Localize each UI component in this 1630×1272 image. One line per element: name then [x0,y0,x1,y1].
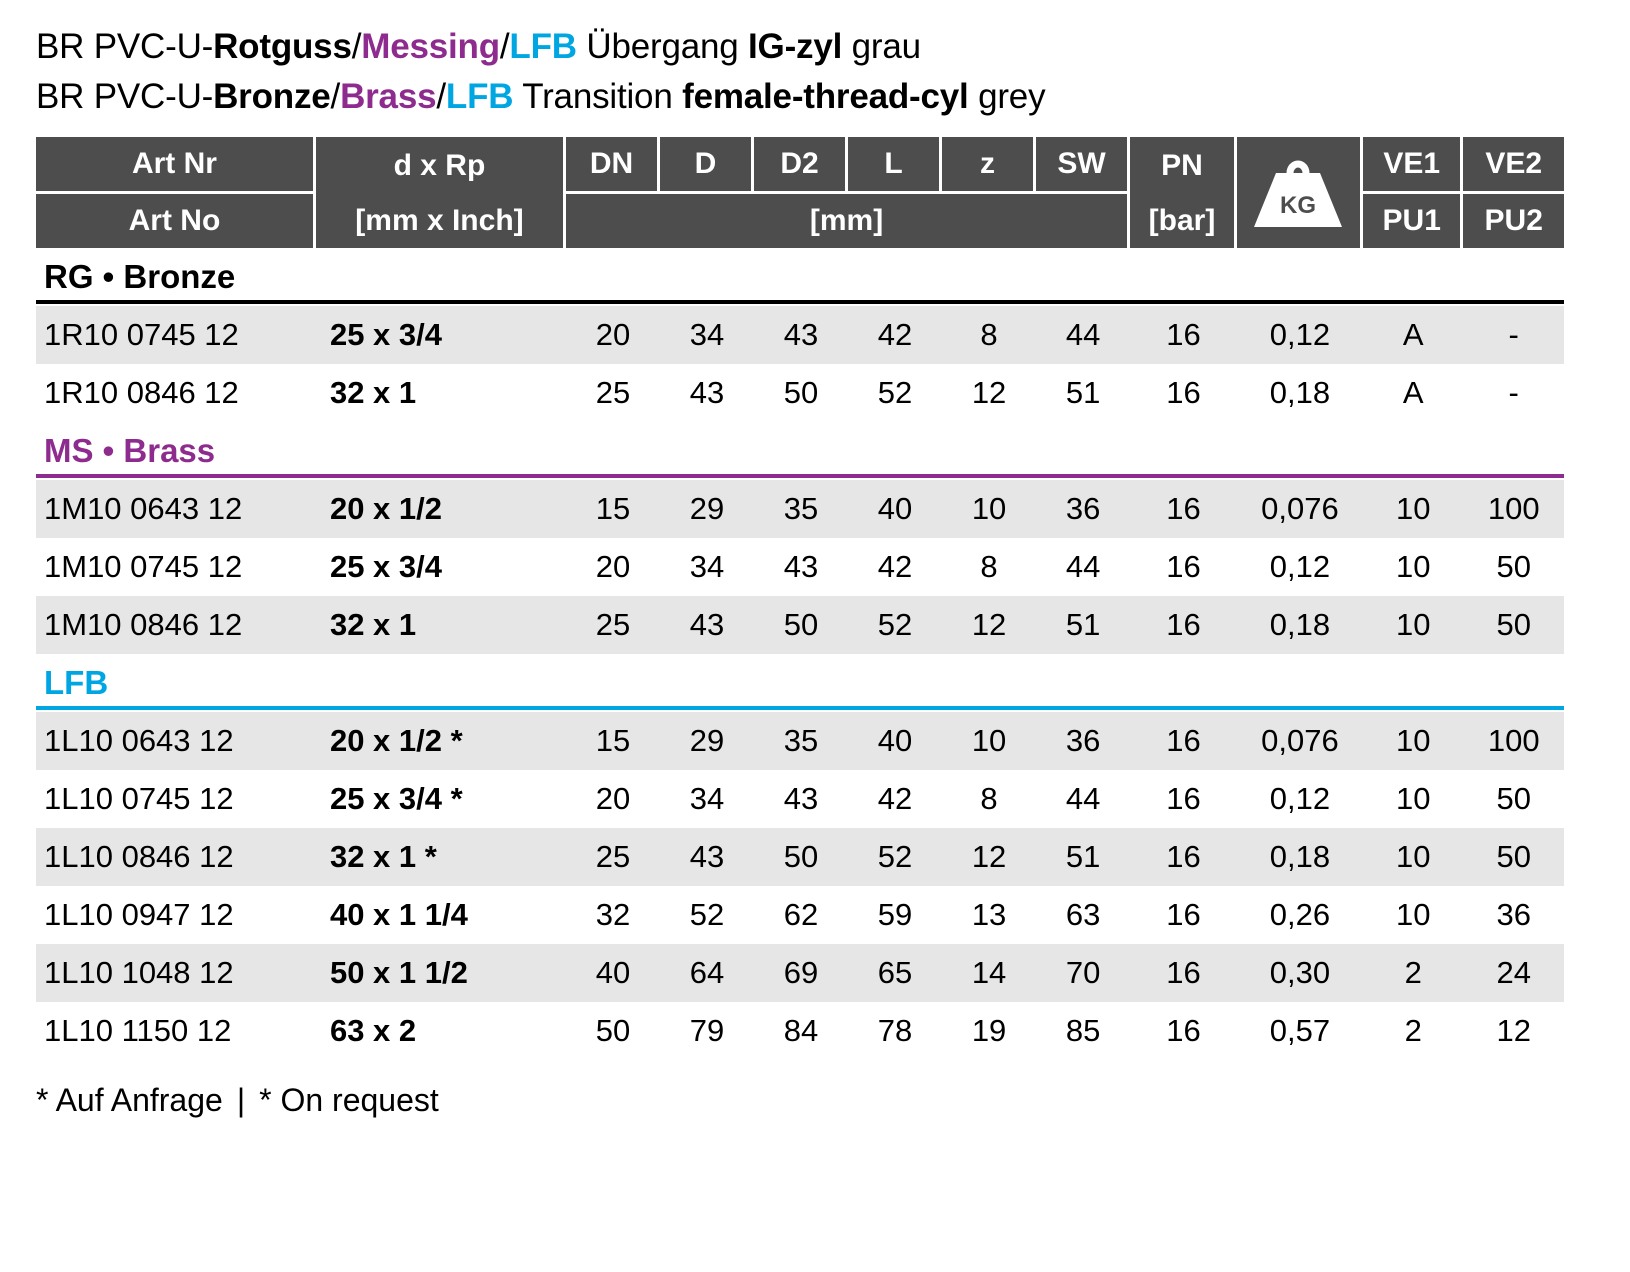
header-dxrp: d x Rp [316,137,566,194]
cell-z: 10 [942,480,1036,538]
cell-pn: 16 [1166,375,1201,411]
cell-dn: 25 [566,596,660,654]
title-line-de [36,22,1594,72]
cell-pn: 16 [1130,596,1237,654]
cell-pn: 16 [1130,480,1237,538]
cell-l: 40 [848,480,942,538]
footnote-separator: | [236,1082,246,1119]
cell-d2: 43 [783,781,819,817]
cell-z: 8 [980,781,998,817]
cell-z: 13 [971,897,1007,933]
title-run: LFB [445,76,514,116]
header-d: D [660,137,754,194]
cell-z: 12 [942,596,1036,654]
cell-art-no: 1M10 0846 12 [36,596,316,654]
cell-art-no: 1L10 0745 12 [44,781,234,817]
cell-sw: 44 [1065,781,1101,817]
cell-ve2: 100 [1463,712,1564,770]
cell-sw: 44 [1065,549,1101,585]
cell-ve1: 10 [1395,549,1431,585]
title-run: Brass [340,76,437,116]
cell-pn: 16 [1130,306,1237,364]
cell-art-no: 1M10 0643 12 [36,480,316,538]
cell-ve1: 10 [1363,712,1463,770]
cell-ve2: 24 [1463,944,1564,1002]
title-line-en [36,72,1594,122]
cell-kg: 0,12 [1269,781,1331,817]
table-row [36,364,1564,422]
table-row [36,886,1564,944]
table-row [36,538,1564,596]
cell-sw: 51 [1036,596,1130,654]
cell-d: 34 [689,549,725,585]
cell-kg: 0,12 [1237,306,1363,364]
cell-d: 34 [689,781,725,817]
group-rule [36,300,1564,304]
cell-ve1: A [1363,306,1463,364]
cell-sw: 51 [1065,375,1101,411]
cell-dn: 32 [595,897,631,933]
cell-d: 43 [689,375,725,411]
header-art-no: Art No [36,194,316,248]
cell-sw: 36 [1036,712,1130,770]
cell-pn: 16 [1130,944,1237,1002]
cell-ve2: - [1508,375,1519,411]
cell-pn: 16 [1166,897,1201,933]
cell-sw: 85 [1065,1013,1101,1049]
cell-sw: 63 [1065,897,1101,933]
header-z: z [942,137,1036,194]
cell-d: 43 [660,828,754,886]
cell-l: 42 [848,306,942,364]
title-run: / [351,27,362,66]
cell-pn: 16 [1130,828,1237,886]
cell-d2: 50 [783,375,819,411]
specification-table [36,137,1564,1060]
table-row [36,944,1564,1002]
header-pn: PN [1130,137,1237,194]
cell-dxrp: 25 x 3/4 [316,306,566,364]
cell-pn: 16 [1130,712,1237,770]
cell-art-no: 1L10 0947 12 [44,897,234,933]
cell-l: 78 [877,1013,913,1049]
cell-d: 29 [660,712,754,770]
cell-dxrp: 32 x 1 [329,375,417,411]
cell-l: 42 [877,781,913,817]
cell-d: 79 [689,1013,725,1049]
cell-dn: 20 [595,781,631,817]
cell-ve2: 50 [1496,781,1531,817]
cell-art-no: 1L10 0846 12 [36,828,316,886]
cell-art-no: 1L10 0643 12 [36,712,316,770]
cell-d2: 35 [754,480,848,538]
cell-pn: 16 [1166,1013,1201,1049]
cell-l: 42 [877,549,913,585]
cell-ve1: 10 [1363,596,1463,654]
header-dxrp-unit: [mm x Inch] [316,194,566,248]
cell-ve1: A [1402,375,1424,411]
cell-d2: 69 [754,944,848,1002]
header-pu1: PU1 [1363,194,1463,248]
header-mm-unit: [mm] [566,194,1130,248]
cell-z: 12 [971,375,1007,411]
cell-art-no: 1M10 0745 12 [44,549,243,585]
cell-d: 43 [660,596,754,654]
group-header-row [36,654,1564,712]
cell-d2: 43 [783,549,819,585]
group-label: LFB [44,664,109,702]
cell-ve1: 10 [1395,897,1431,933]
cell-kg: 0,30 [1237,944,1363,1002]
cell-dn: 20 [595,549,631,585]
cell-ve2: - [1463,306,1564,364]
cell-dxrp: 32 x 1 * [316,828,566,886]
group-header-row [36,422,1564,480]
cell-dn: 15 [566,712,660,770]
header-l: L [848,137,942,194]
cell-ve2: 100 [1463,480,1564,538]
cell-art-no: 1L10 1150 12 [44,1013,232,1049]
cell-pn: 16 [1166,549,1201,585]
cell-d2: 35 [754,712,848,770]
cell-ve2: 50 [1463,828,1564,886]
cell-dxrp: 63 x 2 [329,1013,417,1049]
cell-sw: 70 [1036,944,1130,1002]
group-header-cell [36,248,1564,306]
title-run: Rotguss [213,27,352,66]
cell-sw: 44 [1036,306,1130,364]
table-row [36,1002,1564,1060]
cell-dxrp: 20 x 1/2 * [316,712,566,770]
header-dn: DN [566,137,660,194]
cell-dxrp: 20 x 1/2 [316,480,566,538]
table-row [36,596,1564,654]
cell-kg: 0,18 [1237,828,1363,886]
cell-l: 52 [848,828,942,886]
group-label: MS • Brass [44,432,216,470]
cell-d: 34 [660,306,754,364]
cell-sw: 36 [1036,480,1130,538]
title-run: Transition [513,76,683,116]
cell-d: 64 [660,944,754,1002]
cell-d2: 84 [783,1013,819,1049]
cell-dxrp: 50 x 1 1/2 [316,944,566,1002]
cell-l: 65 [848,944,942,1002]
cell-l: 52 [877,375,913,411]
table-row [36,480,1564,538]
title-run: grey [968,76,1046,116]
cell-dxrp: 25 x 3/4 [329,549,442,585]
kg-icon [1239,155,1358,231]
cell-kg: 0,57 [1269,1013,1331,1049]
title-run: BR PVC-U- [36,76,214,116]
title-run: / [330,76,341,116]
table-row [36,712,1564,770]
header-pn-unit: [bar] [1130,194,1237,248]
cell-dn: 25 [595,375,631,411]
cell-l: 59 [877,897,913,933]
cell-kg: 0,18 [1269,375,1331,411]
table-row [36,770,1564,828]
group-label: RG • Bronze [44,258,236,296]
cell-art-no: 1R10 0846 12 [44,375,239,411]
title-run: Bronze [213,76,331,116]
cell-kg: 0,26 [1269,897,1331,933]
cell-dxrp: 32 x 1 [316,596,566,654]
cell-ve1: 2 [1404,1013,1422,1049]
table-header [36,137,1564,248]
cell-dn: 20 [566,306,660,364]
cell-z: 12 [942,828,1036,886]
cell-kg: 0,12 [1269,549,1331,585]
header-ve2: VE2 [1463,137,1564,194]
group-header-cell [36,654,1564,712]
header-art-nr: Art Nr [36,137,316,194]
svg-text:KG: KG [1280,191,1317,219]
cell-d: 29 [660,480,754,538]
cell-z: 14 [942,944,1036,1002]
cell-l: 40 [848,712,942,770]
cell-d: 52 [689,897,725,933]
header-ve1: VE1 [1363,137,1463,194]
cell-ve1: 10 [1395,781,1431,817]
title-run: grau [842,27,921,66]
cell-ve2: 50 [1463,596,1564,654]
title-run: female-thread-cyl [682,76,969,116]
header-sw: SW [1036,137,1130,194]
cell-ve1: 10 [1363,828,1463,886]
title-run: IG-zyl [748,27,843,66]
cell-z: 19 [971,1013,1007,1049]
table-body [36,248,1564,1060]
cell-d2: 50 [754,828,848,886]
group-header-row [36,248,1564,306]
cell-d2: 50 [754,596,848,654]
cell-dn: 50 [595,1013,631,1049]
cell-ve2: 12 [1496,1013,1531,1049]
cell-z: 8 [980,549,998,585]
footnote-en: * On request [259,1082,439,1119]
cell-l: 52 [848,596,942,654]
footnote [36,1082,1594,1119]
cell-ve2: 36 [1496,897,1531,933]
cell-art-no: 1L10 1048 12 [36,944,316,1002]
cell-kg: 0,18 [1237,596,1363,654]
table-row [36,828,1564,886]
title-run: LFB [509,27,577,66]
cell-kg: 0,076 [1237,712,1363,770]
footnote-de: * Auf Anfrage [36,1082,223,1119]
group-rule [36,474,1564,478]
table-row [36,306,1564,364]
title-run: / [436,76,446,116]
title-run: Übergang [576,27,749,66]
cell-dn: 40 [566,944,660,1002]
cell-ve2: 50 [1496,549,1531,585]
header-weight [1237,137,1363,248]
header-d2: D2 [754,137,848,194]
group-rule [36,706,1564,710]
title-run: Messing [361,27,500,66]
cell-d2: 43 [754,306,848,364]
cell-z: 10 [942,712,1036,770]
cell-sw: 51 [1036,828,1130,886]
cell-art-no: 1R10 0745 12 [36,306,316,364]
cell-dxrp: 40 x 1 1/4 [329,897,468,933]
title-run: BR PVC-U- [36,27,214,66]
cell-dn: 25 [566,828,660,886]
cell-dn: 15 [566,480,660,538]
cell-dxrp: 25 x 3/4 * [329,781,463,817]
group-header-cell [36,422,1564,480]
cell-z: 8 [942,306,1036,364]
header-pu2: PU2 [1463,194,1564,248]
cell-pn: 16 [1166,781,1201,817]
cell-ve1: 10 [1363,480,1463,538]
title-run: / [499,27,510,66]
cell-ve1: 2 [1363,944,1463,1002]
cell-d2: 62 [783,897,819,933]
cell-kg: 0,076 [1237,480,1363,538]
